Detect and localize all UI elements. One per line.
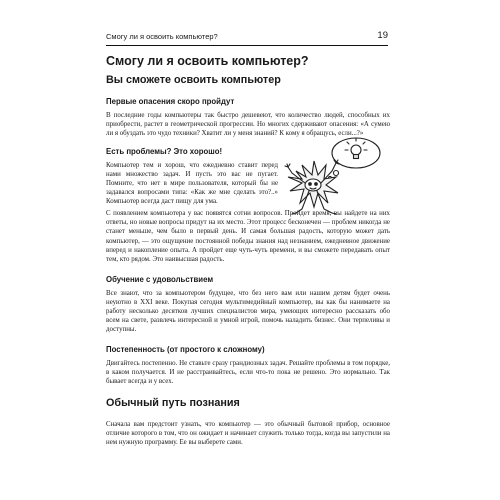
paragraph: Двигайтесь постепенно. Не ставьте сразу грандиозных задач. Решайте проблемы в том порядке, в каком получается. И не расстраивайтесь, если что-то пока не решено. Это нормально. Так бывает всегда и у всех.: [106, 359, 390, 385]
paragraph: С появлением компьютера у вас появятся сотни вопросов. Пройдет время, вы найдете на них ответы, но новые вопросы придут на их место. Этот процесс бесконечен — проблем никогда не станет меньше, чем было в первый день. И самая большая радость, которую может дать компьютер, — это ощущение постоянной победы знания над незнанием, ежедневное движение вперед и накопление опыта. А пройдет еще чуть-чуть времени, и вы сможете передавать опыт тем, кто рядом. Это наивысшая радость.: [106, 210, 390, 263]
final-section-heading: Обычный путь познания: [106, 397, 240, 410]
paragraph: Все знают, что за компьютером будущее, что без него вам или нашим детям будет очень неуютно в XXI веке. Покупая сегодня мультимедийный компьютер, вы как бы нанимаете на работу несколько десятков лучших специалистов мира, умеющих интересно рассказать обо всем на свете, развлечь интересной и умной игрой, помочь наладить бизнес. Они терпеливы и доступны.: [106, 289, 390, 333]
page-body: [106, 54, 390, 450]
section-heading: Первые опасения скоро пройдут: [106, 97, 235, 106]
chapter-title: Смогу ли я освоить компьютер?: [106, 54, 309, 68]
running-head-title: Смогу ли я освоить компьютер?: [106, 32, 218, 41]
light-bulb-creature-illustration: [278, 133, 388, 243]
paragraph: Компьютер тем и хорош, что ежедневно ставит перед нами множество задач. И пусть это вас не пугает. Помните, что нет в мире пользователя, который бы не задавался вопросами типа: «Как же мне сделать это?..» Компьютер всегда даст пищу для ума.: [106, 162, 278, 206]
paragraph: В последние годы компьютеры так быстро дешевеют, что количество людей, способных их приобрести, растет в геометрической прогрессии. Но многих сдерживают опасения: «А сумею ли я обуздать это чудо техники? Хватит ли у меня знаний? К кому я обращусь, если...?»: [106, 112, 390, 138]
header-rule: [106, 45, 388, 46]
section-heading: Обучение с удовольствием: [106, 274, 214, 284]
page-number: 19: [377, 30, 388, 41]
running-head: [106, 32, 388, 44]
section-heading: Есть проблемы? Это хорошо!: [106, 147, 223, 157]
section-subtitle: Вы сможете освоить компьютер: [106, 74, 281, 86]
paragraph: Сначала вам предстоит узнать, что компьютер — это обычный бытовой прибор, основное отличие которого в том, что он ожидает и начинает служить только тогда, когда вы запустили на нем нужную программу. Ее вы выберете сами.: [106, 421, 390, 447]
section-heading: Постепенность (от простого к сложному): [106, 344, 265, 354]
